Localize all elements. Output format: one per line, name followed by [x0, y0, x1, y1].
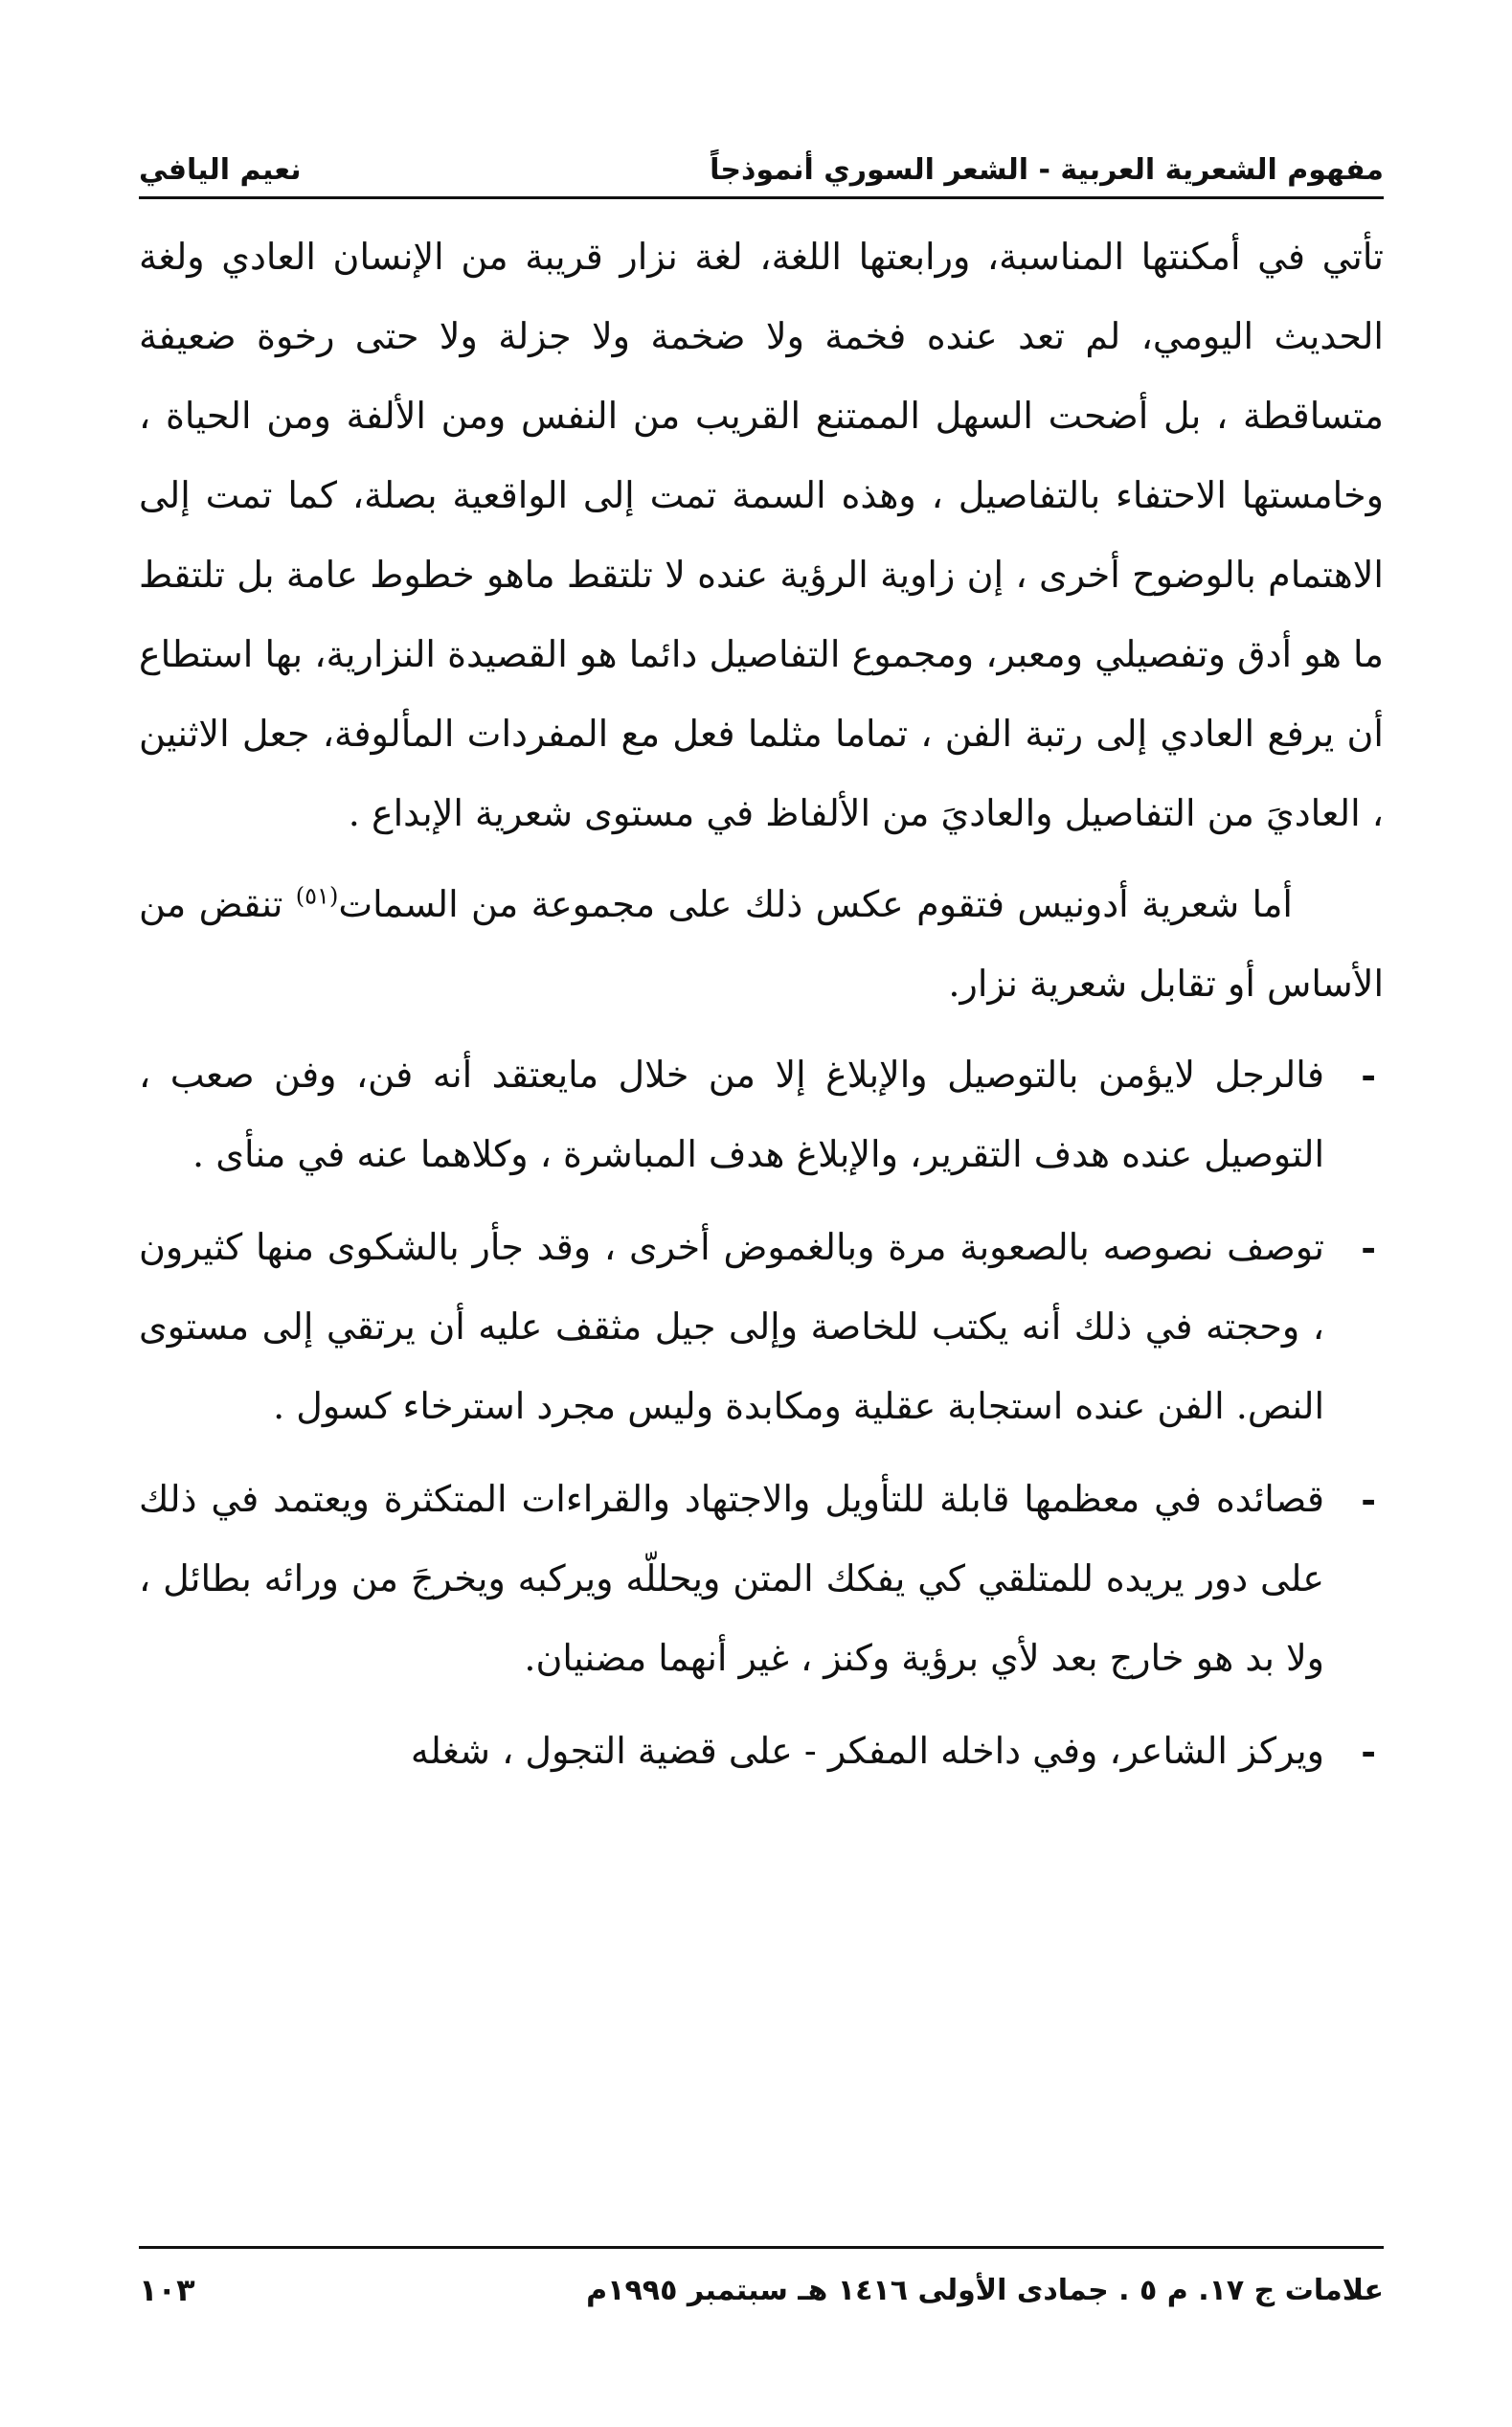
list-item-text: توصف نصوصه بالصعوبة مرة وبالغموض أخرى ، وقد جأر بالشكوى منها كثيرون ، وحجته في ذلك أنه يكتب للخاصة وإلى جيل مثقف عليه أن يرتقي إلى مستوى النص. الفن عنده استجابة عقلية ومكابدة وليس مجرد استرخاء كسول .: [139, 1226, 1324, 1427]
dash-marker: -: [1361, 1478, 1376, 1521]
dash-marker: -: [1361, 1054, 1376, 1097]
header-title: مفهوم الشعرية العربية - الشعر السوري أنموذجاً: [710, 153, 1384, 187]
footer-rule: [139, 2246, 1384, 2249]
footer-journal-info: علامات ج ١٧. م ٥ . جمادى الأولى ١٤١٦ هـ سبتمبر ١٩٩٥م: [586, 2273, 1384, 2307]
paragraph-2-lead: أما شعرية أدونيس فتقوم عكس ذلك على مجموعة من السمات: [338, 883, 1293, 925]
body-text: [139, 217, 1384, 1804]
running-footer: [139, 2261, 1384, 2319]
list-item: [139, 1712, 1384, 1791]
paragraph-2: [139, 865, 1384, 1024]
list-item-text: فالرجل لايؤمن بالتوصيل والإبلاغ إلا من خلال مايعتقد أنه فن، وفن صعب ، التوصيل عنده هدف التقرير، والإبلاغ هدف المباشرة ، وكلاهما عنه في منأى .: [139, 1054, 1324, 1175]
dash-marker: -: [1361, 1730, 1376, 1773]
header-author: نعيم اليافي: [139, 153, 302, 187]
list-item: [139, 1035, 1384, 1194]
list-item: [139, 1460, 1384, 1698]
dash-marker: -: [1361, 1226, 1376, 1269]
paragraph-1: تأتي في أمكنتها المناسبة، ورابعتها اللغة، لغة نزار قريبة من الإنسان العادي ولغة الحديث اليومي، لم تعد عنده فخمة ولا ضخمة ولا جزلة ولا حتى رخوة ضعيفة متساقطة ، بل أضحت السهل الممتنع القريب من النفس ومن الألفة ومن الحياة ، وخامستها الاحتفاء بالتفاصيل ، وهذه السمة تمت إلى الواقعية بصلة، كما تمت إلى الاهتمام بالوضوح أخرى ، إن زاوية الرؤية عنده لا تلتقط ماهو خطوط عامة بل تلتقط ما هو أدق وتفصيلي ومعبر، ومجموع التفاصيل دائما هو القصيدة النزارية، بها استطاع أن يرفع العادي إلى رتبة الفن ، تماما مثلما فعل مع المفردات المألوفة، جعل الاثنين ، العاديَ من التفاصيل والعاديَ من الألفاظ في مستوى شعرية الإبداع .: [139, 236, 1384, 834]
list-item: [139, 1208, 1384, 1446]
footnote-reference: (٥١): [295, 882, 339, 910]
book-page: [139, 101, 1384, 2342]
running-header: [139, 129, 1384, 187]
sematic-list: [139, 1035, 1384, 1791]
paragraph-2-tail: تنقض من الأساس أو تقابل شعرية نزار.: [139, 883, 1384, 1005]
list-item-text: قصائده في معظمها قابلة للتأويل والاجتهاد والقراءات المتكثرة ويعتمد في ذلك على دور يريده للمتلقي كي يفكك المتن ويحللّه ويركبه ويخرجَ من ورائه بطائل ، ولا بد هو خارج بعد لأي برؤية وكنز ، غير أنهما مضنيان.: [139, 1478, 1324, 1679]
header-rule: [139, 196, 1384, 199]
list-item-text: ويركز الشاعر، وفي داخله المفكر - على قضية التجول ، شغله: [410, 1730, 1324, 1772]
page-number: ١٠٣: [139, 2272, 195, 2308]
